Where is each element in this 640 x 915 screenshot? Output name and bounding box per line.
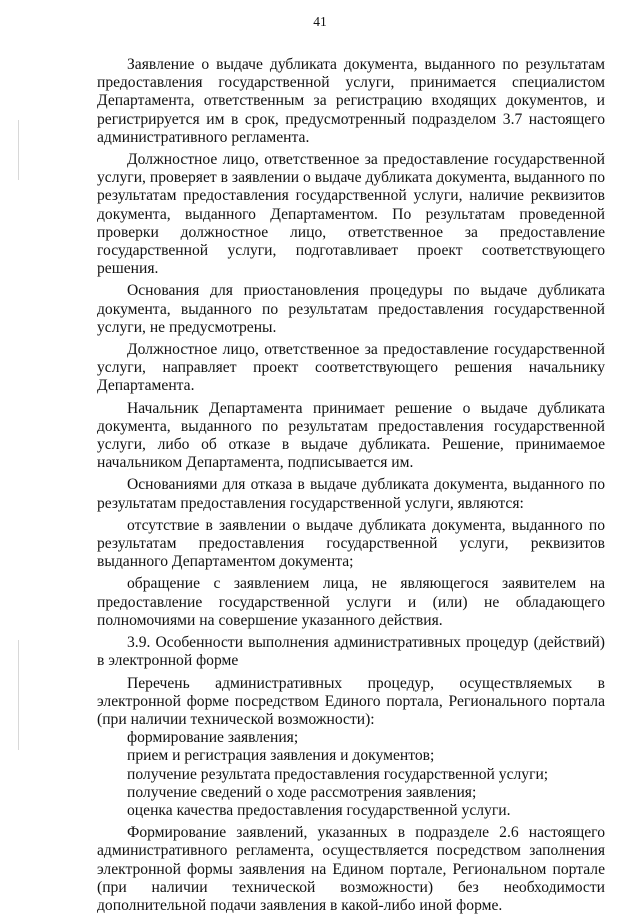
scan-edge-mark: [18, 640, 19, 750]
paragraph: Должностное лицо, ответственное за предоставление государственной услуги, направляет проект соответствующего решения начальнику Департамента.: [97, 341, 605, 395]
paragraph: отсутствие в заявлении о выдаче дубликата документа, выданного по результатам предоставления государственной услуги, реквизитов выданного Департаментом документа;: [97, 516, 605, 571]
section-heading: 3.9. Особенности выполнения административных процедур (действий) в электронной форме: [97, 634, 605, 670]
page-number: 41: [313, 14, 327, 29]
list-item: получение сведений о ходе рассмотрения заявления;: [127, 783, 477, 801]
paragraph: Основаниями для отказа в выдаче дубликата документа, выданного по результатам предоставления государственной услуги, являются:: [97, 476, 605, 512]
scan-edge-mark: [18, 120, 19, 180]
paragraph: Начальник Департамента принимает решение о выдаче дубликата документа, выданного по результатам предоставления государственной услуги, либо об отказе в выдаче дубликата. Решение, принимаемое начальником Департамента, подписывается им.: [97, 399, 605, 472]
paragraph: Должностное лицо, ответственное за предоставление государственной услуги, проверяет в заявлении о выдаче дубликата документа, выданного по результатам предоставления государственной услуги, наличие реквизитов документа, выданного Департаментом. По результатам проведенной проверки должностное лицо, ответственное за предоставление государственной услуги, подготавливает проект соответствующего решения.: [97, 151, 605, 278]
document-body: [97, 56, 605, 915]
list-item: оценка качества предоставления государственной услуги.: [127, 801, 511, 819]
list-item: получение результата предоставления государственной услуги;: [127, 765, 549, 783]
paragraph: Формирование заявлений, указанных в подразделе 2.6 настоящего административного регламента, осуществляется посредством заполнения электронной формы заявления на Едином портале, Региональном портале (при наличии технической возможности) без необходимости дополнительной подачи заявления в какой-либо иной форме.: [97, 824, 605, 914]
paragraph: Заявление о выдаче дубликата документа, выданного по результатам предоставления государственной услуги, принимается специалистом Департамента, ответственным за регистрацию входящих документов, и регистрируется им в срок, предусмотренный подразделом 3.7 настоящего административного регламента.: [97, 56, 605, 146]
paragraph: Основания для приостановления процедуры по выдаче дубликата документа, выданного по результатам предоставления государственной услуги, не предусмотрены.: [97, 282, 605, 336]
paragraph: Перечень административных процедур, осуществляемых в электронной форме посредством Единого портала, Регионального портала (при наличии технической возможности):: [97, 674, 605, 728]
paragraph: обращение с заявлением лица, не являющегося заявителем на предоставление государственной услуги и (или) не обладающего полномочиями на совершение указанного действия.: [97, 575, 605, 629]
list-item: прием и регистрация заявления и документов;: [127, 747, 435, 765]
list-item: формирование заявления;: [127, 729, 299, 747]
